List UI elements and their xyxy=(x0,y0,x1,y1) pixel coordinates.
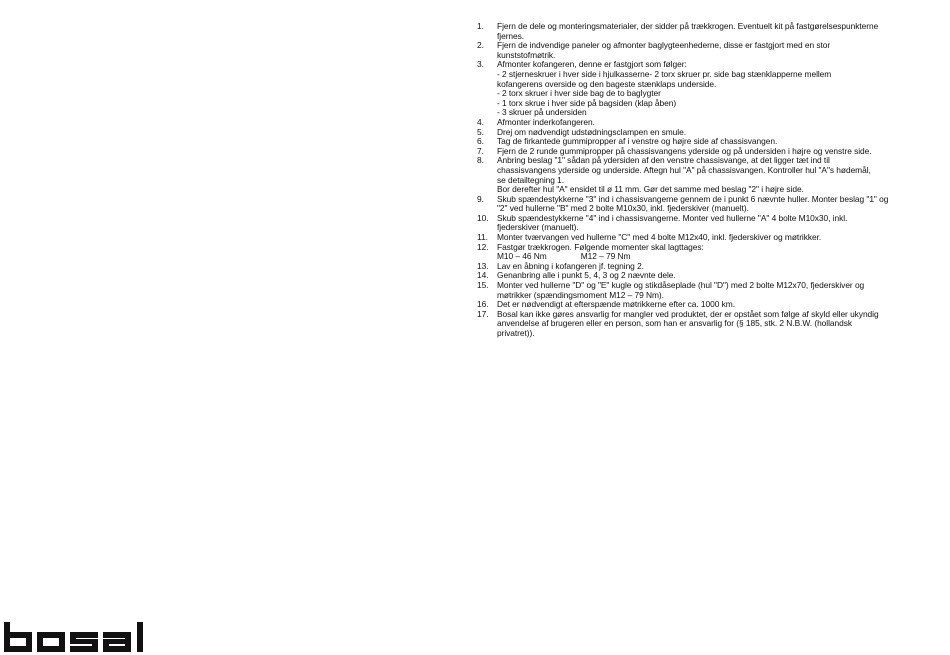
instruction-item xyxy=(477,156,939,194)
instruction-number: 13. xyxy=(477,260,489,271)
instruction-line: - 3 skruer på undersiden xyxy=(497,107,587,118)
instruction-line: Fjern de dele og monteringsmaterialer, der sidder på trækkrogen. Eventuelt kit på fastgørelsespunkterne xyxy=(497,21,879,31)
instruction-number: 14. xyxy=(477,270,489,281)
instruction-number: 10. xyxy=(477,212,489,223)
instruction-item xyxy=(477,214,939,233)
instruction-line: - 2 torx skruer i hver side bag de to baglygter xyxy=(497,88,661,99)
instruction-line: Drej om nødvendigt udstødningsclampen en smule. xyxy=(497,126,686,137)
instruction-line: "2" ved hullerne "B" med 2 bolte M10x30, inkl. fjederskiver (manuelt). xyxy=(497,203,749,214)
torque-m10: M10 – 46 Nm xyxy=(497,251,547,262)
instruction-line: Bosal kan ikke gøres ansvarlig for mangler ved produktet, der er opstået som følge af skyld eller ukyndig xyxy=(497,308,879,319)
instruction-number: 9. xyxy=(477,193,484,204)
instruction-item xyxy=(477,310,939,339)
instruction-number: 1. xyxy=(477,21,484,31)
instruction-line: anvendelse af brugeren eller en person, som han er ansvarlig for (§ 185, stk. 2 N.B.W. (hollandsk xyxy=(497,318,853,329)
instruction-line: Bor derefter hul "A" ensidet til ø 11 mm. Gør det samme med beslag "2" i højre side. xyxy=(497,184,804,195)
instruction-item xyxy=(477,195,939,214)
instruction-line: Monter tværvangen ved hullerne "C" med 4 bolte M12x40, inkl. fjederskiver og møtrikker. xyxy=(497,232,822,243)
instruction-number: 8. xyxy=(477,155,484,166)
torque-m12: M12 – 79 Nm xyxy=(580,251,631,262)
instruction-item xyxy=(477,281,939,300)
instruction-line: se detailtegning 1. xyxy=(497,174,565,185)
instruction-number: 17. xyxy=(477,308,489,319)
instruction-number: 5. xyxy=(477,126,484,137)
instruction-line: Skub spændestykkerne "4" ind i chassisvangerne. Monter ved hullerne "A" 4 bolte M10x30, inkl. xyxy=(497,212,848,223)
instruction-line: kofangerens overside og den bageste stænklaps underside. xyxy=(497,78,717,89)
instruction-line: - 1 torx skrue i hver side på bagsiden (klap åben) xyxy=(497,97,677,108)
instruction-number: 4. xyxy=(477,116,484,127)
instruction-line: chassisvangens yderside og underside. Aftegn hul "A" på chassisvangen. Kontroller hul "A"s hødemål, xyxy=(497,164,871,175)
instruction-line: møtrikker (spændingsmoment M12 – 79 Nm). xyxy=(497,289,664,300)
instruction-number: 6. xyxy=(477,136,484,147)
instruction-line: Tag de firkantede gummipropper af i venstre og højre side af chassisvangen. xyxy=(497,136,778,147)
instruction-item xyxy=(477,41,939,60)
instruction-line: Skub spændestykkerne "3" ind i chassisvangerne gennem de i punkt 6 nævnte huller. Monter beslag "1" og xyxy=(497,193,889,204)
instruction-number: 3. xyxy=(477,59,484,70)
instruction-number: 7. xyxy=(477,145,484,156)
instruction-line: Afmonter kofangeren, denne er fastgjort som følger: xyxy=(497,59,687,70)
instruction-line: Fjern de indvendige paneler og afmonter baglygteenhederne, disse er fastgjort med en stor xyxy=(497,40,831,51)
instruction-number: 15. xyxy=(477,280,489,291)
instruction-number: 11. xyxy=(477,232,488,243)
instruction-number: 12. xyxy=(477,241,489,252)
instruction-line: kunststofmøtrik. xyxy=(497,49,556,60)
instruction-line: Fastgør trækkrogen. Følgende momenter skal lagttages: xyxy=(497,241,704,252)
instruction-line: Genanbring alle i punkt 5, 4, 3 og 2 nævnte dele. xyxy=(497,270,676,281)
instruction-line: fjernes. xyxy=(497,30,525,41)
instruction-line: - 2 stjerneskruer i hver side i hjulkasserne- 2 torx skruer pr. side bag stænklapperne mellem xyxy=(497,68,832,79)
instruction-number: 16. xyxy=(477,299,489,310)
instruction-line: Lav en åbning i kofangeren jf. tegning 2. xyxy=(497,260,644,271)
instruction-item xyxy=(477,22,939,41)
instruction-line: Monter ved hullerne "D" og "E" kugle og stikdåseplade (hul "D") med 2 bolte M12x70, fjederskiver og xyxy=(497,280,865,291)
instruction-line: Afmonter inderkofangeren. xyxy=(497,116,595,127)
instruction-number: 2. xyxy=(477,40,484,51)
instruction-item xyxy=(477,243,939,262)
instruction-line: Fjern de 2 runde gummipropper på chassisvangens yderside og på undersiden i højre og venstre side. xyxy=(497,145,872,156)
instruction-list xyxy=(477,22,939,339)
instruction-line: privatret)). xyxy=(497,328,535,338)
instruction-line: Det er nødvendigt at efterspænde møtrikkerne efter ca. 1000 km. xyxy=(497,299,735,310)
bosal-logo xyxy=(4,622,164,652)
instruction-line: Anbring beslag "1" sådan på ydersiden af den venstre chassisvange, at det ligger tæt ind til xyxy=(497,155,830,166)
instruction-item xyxy=(477,60,939,118)
instruction-line: fjederskiver (manuelt). xyxy=(497,222,579,233)
